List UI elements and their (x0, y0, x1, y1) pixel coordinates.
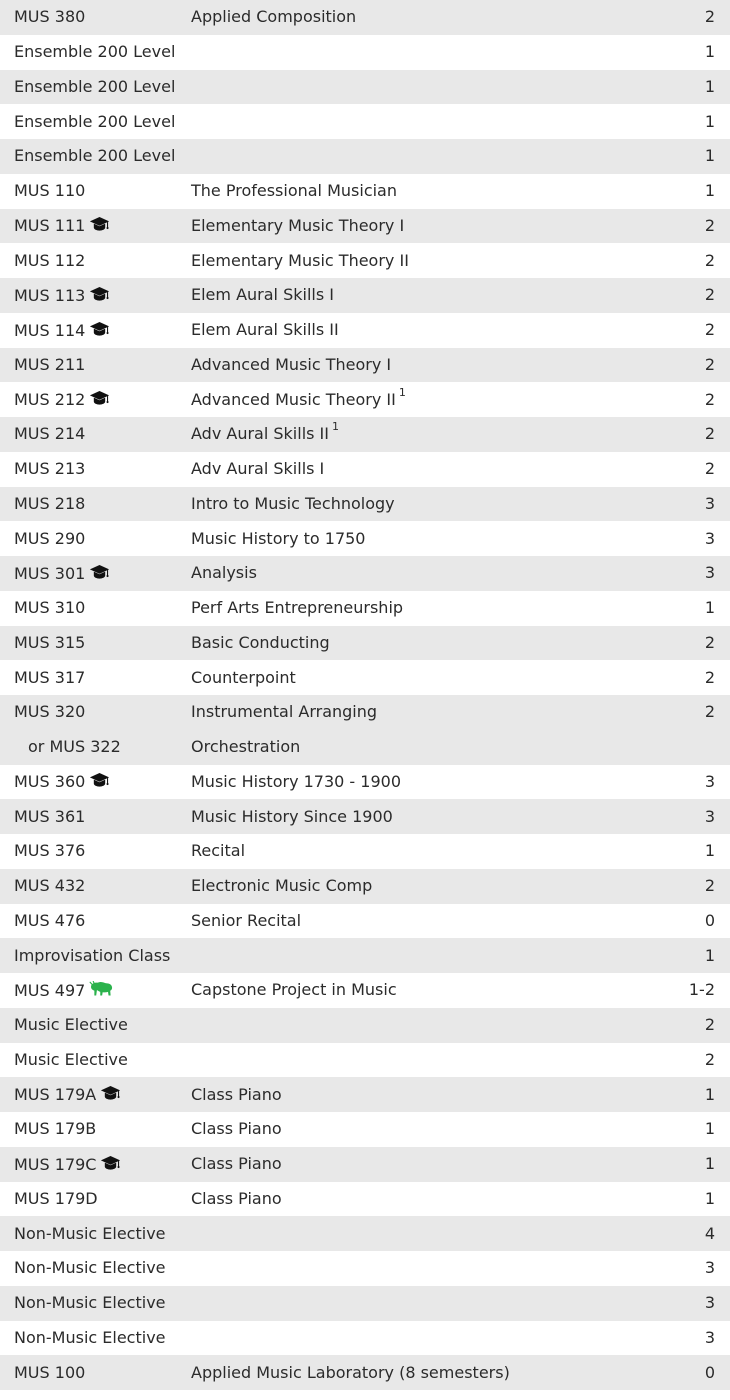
table-row (0, 834, 730, 869)
credit-hours: 2 (620, 417, 730, 452)
course-code: MUS 112 (14, 250, 86, 270)
course-title: Orchestration (191, 737, 301, 757)
graduation-cap-icon (89, 286, 110, 305)
course-code-cell (0, 626, 178, 661)
course-code: MUS 213 (14, 459, 86, 479)
course-code-cell (0, 243, 178, 278)
table-row (0, 104, 730, 139)
course-title: Counterpoint (191, 667, 296, 687)
table-row (0, 1043, 730, 1078)
course-code-cell (0, 834, 178, 869)
course-title-cell (178, 417, 620, 452)
course-code: MUS 211 (14, 354, 86, 374)
table-row (0, 278, 730, 313)
course-code: MUS 432 (14, 876, 86, 896)
graduation-cap-icon (100, 1085, 121, 1104)
course-title: Adv Aural Skills II (191, 424, 329, 444)
course-code-cell (0, 0, 178, 35)
credit-hours: 2 (704, 250, 715, 270)
course-code-cell (0, 973, 178, 1008)
credit-hours: 2 (620, 278, 730, 313)
course-code-cell (0, 799, 178, 834)
credit-hours: 1 (704, 1119, 715, 1139)
course-title: The Professional Musician (191, 181, 397, 201)
course-title: Music History to 1750 (191, 528, 366, 548)
course-title-cell (178, 1077, 620, 1112)
course-title-cell (178, 626, 620, 661)
course-code-cell (0, 695, 178, 730)
graduation-cap-icon (89, 390, 110, 409)
credit-hours: 3 (620, 1286, 730, 1321)
credit-hours: 1 (704, 1188, 715, 1208)
course-title: Instrumental Arranging (191, 702, 378, 722)
table-row (0, 243, 730, 278)
requirement-label: Ensemble 200 Level (0, 139, 620, 174)
credit-hours: 3 (704, 1258, 715, 1278)
credit-hours: 3 (620, 556, 730, 591)
requirement-label: Ensemble 200 Level (14, 42, 176, 62)
course-code-cell (0, 348, 178, 383)
credit-hours: 2 (620, 695, 730, 730)
table-row (0, 417, 730, 452)
table-row (0, 765, 730, 800)
course-title-cell (178, 730, 620, 765)
table-row (0, 1216, 730, 1251)
course-code: MUS 179B (14, 1119, 97, 1139)
course-code-cell (0, 1077, 178, 1112)
table-row (0, 139, 730, 174)
course-title-cell (178, 973, 620, 1008)
credit-hours: 1 (704, 598, 715, 618)
credit-hours: 2 (704, 667, 715, 687)
credit-hours: 0 (704, 910, 715, 930)
course-code-cell (0, 1355, 178, 1390)
course-title-cell (178, 452, 620, 487)
credit-hours (620, 730, 730, 765)
graduation-cap-icon (89, 772, 110, 791)
credit-hours: 2 (704, 320, 715, 340)
course-code: MUS 380 (14, 7, 86, 27)
course-code-cell (0, 1147, 178, 1182)
credit-hours: 2 (620, 1008, 730, 1043)
credit-hours: 2 (620, 626, 730, 661)
course-title-cell (178, 0, 620, 35)
credit-hours: 2 (620, 869, 730, 904)
course-code: or MUS 322 (28, 737, 121, 757)
credit-hours: 3 (704, 1327, 715, 1347)
table-row (0, 1251, 730, 1286)
credit-hours: 1 (704, 42, 715, 62)
credit-hours: 3 (620, 799, 730, 834)
credit-hours: 1 (704, 111, 715, 131)
course-code-cell (0, 1182, 178, 1217)
course-code: MUS 301 (14, 563, 86, 583)
course-code: MUS 113 (14, 285, 86, 305)
course-title: Adv Aural Skills I (191, 459, 325, 479)
footnote-marker[interactable]: 1 (398, 385, 406, 399)
table-row (0, 1077, 730, 1112)
course-title: Elem Aural Skills II (191, 320, 339, 340)
table-row (0, 695, 730, 730)
bison-icon (89, 981, 113, 1000)
credit-hours: 4 (620, 1216, 730, 1251)
course-title-cell (178, 209, 620, 244)
table-row (0, 799, 730, 834)
course-code-cell (0, 209, 178, 244)
table-row (0, 904, 730, 939)
credit-hours: 1 (704, 181, 715, 201)
course-title-cell (178, 1355, 620, 1390)
course-title: Elementary Music Theory II (191, 250, 409, 270)
graduation-cap-icon (89, 564, 110, 583)
course-title-cell (178, 1182, 620, 1217)
course-title-cell (178, 487, 620, 522)
course-code: MUS 376 (14, 841, 86, 861)
course-code: MUS 317 (14, 667, 86, 687)
table-row (0, 1008, 730, 1043)
credit-hours: 1-2 (688, 980, 715, 1000)
requirement-label: Non-Music Elective (14, 1327, 166, 1347)
course-code: MUS 212 (14, 390, 86, 410)
course-code: MUS 179A (14, 1085, 97, 1105)
course-code: MUS 179D (14, 1188, 98, 1208)
course-title: Elem Aural Skills I (191, 285, 334, 305)
course-title-cell (178, 382, 620, 417)
course-title: Basic Conducting (191, 632, 330, 652)
table-row (0, 869, 730, 904)
credit-hours: 2 (620, 209, 730, 244)
credit-hours: 3 (704, 771, 715, 791)
table-row (0, 70, 730, 105)
course-title-cell (178, 278, 620, 313)
course-title: Capstone Project in Music (191, 980, 397, 1000)
credit-hours: 1 (620, 1147, 730, 1182)
requirement-label: Ensemble 200 Level (0, 70, 620, 105)
table-row (0, 35, 730, 70)
credit-hours: 0 (620, 1355, 730, 1390)
course-code-cell (0, 417, 178, 452)
course-code: MUS 100 (14, 1362, 86, 1382)
table-row (0, 626, 730, 661)
course-code: MUS 218 (14, 493, 86, 513)
course-title: Analysis (191, 563, 257, 583)
course-code-cell (0, 313, 178, 348)
requirement-label: Non-Music Elective (0, 1216, 620, 1251)
table-row (0, 348, 730, 383)
requirement-label: Improvisation Class (0, 938, 620, 973)
table-row (0, 1286, 730, 1321)
requirement-label: Non-Music Elective (14, 1258, 166, 1278)
course-title-cell (178, 799, 620, 834)
credit-hours: 3 (704, 528, 715, 548)
graduation-cap-icon (89, 321, 110, 340)
course-title: Applied Music Laboratory (8 semesters) (191, 1362, 510, 1382)
table-row (0, 1112, 730, 1147)
course-code: MUS 111 (14, 216, 86, 236)
course-title-cell (178, 834, 620, 869)
credit-hours: 2 (620, 0, 730, 35)
course-title: Music History 1730 - 1900 (191, 771, 401, 791)
course-code: MUS 315 (14, 632, 86, 652)
course-title-cell (178, 243, 620, 278)
credit-hours: 2 (704, 389, 715, 409)
table-row (0, 452, 730, 487)
course-code: MUS 360 (14, 772, 86, 792)
course-code-cell (0, 869, 178, 904)
table-row (0, 174, 730, 209)
table-row (0, 1147, 730, 1182)
course-code: MUS 476 (14, 910, 86, 930)
table-row (0, 973, 730, 1008)
course-code-cell (0, 452, 178, 487)
course-title: Music History Since 1900 (191, 806, 393, 826)
course-code-cell (0, 487, 178, 522)
course-title-cell (178, 1147, 620, 1182)
requirement-label: Music Elective (0, 1008, 620, 1043)
course-title-cell (178, 869, 620, 904)
course-code-cell (0, 174, 178, 209)
table-row (0, 521, 730, 556)
credit-hours: 2 (704, 1049, 715, 1069)
course-title: Electronic Music Comp (191, 876, 373, 896)
course-title-cell (178, 591, 620, 626)
course-code-cell (0, 278, 178, 313)
course-code: MUS 497 (14, 980, 86, 1000)
course-code-cell (0, 1112, 178, 1147)
table-row (0, 1182, 730, 1217)
credit-hours: 1 (704, 841, 715, 861)
credit-hours: 2 (704, 459, 715, 479)
table-row (0, 730, 730, 765)
course-code-cell (0, 556, 178, 591)
course-code: MUS 290 (14, 528, 86, 548)
table-row (0, 487, 730, 522)
requirement-label: Ensemble 200 Level (14, 111, 176, 131)
graduation-cap-icon (89, 216, 110, 235)
table-row (0, 556, 730, 591)
course-code: MUS 320 (14, 702, 86, 722)
course-code-cell (0, 730, 178, 765)
course-title-cell (178, 313, 620, 348)
table-row (0, 209, 730, 244)
course-title-cell (178, 765, 620, 800)
table-row (0, 382, 730, 417)
course-title-cell (178, 174, 620, 209)
credit-hours: 1 (620, 139, 730, 174)
course-title: Class Piano (191, 1188, 282, 1208)
footnote-marker[interactable]: 1 (332, 420, 339, 434)
course-code-cell (0, 765, 178, 800)
course-title: Elementary Music Theory I (191, 215, 405, 235)
course-code-cell (0, 660, 178, 695)
course-title: Class Piano (191, 1119, 282, 1139)
course-title: Senior Recital (191, 910, 302, 930)
table-row (0, 1321, 730, 1356)
course-title-cell (178, 660, 620, 695)
course-code: MUS 310 (14, 598, 86, 618)
course-title: Recital (191, 841, 246, 861)
table-row (0, 938, 730, 973)
course-title-cell (178, 348, 620, 383)
course-code: MUS 361 (14, 806, 86, 826)
course-title: Class Piano (191, 1154, 282, 1174)
graduation-cap-icon (100, 1155, 121, 1174)
course-title-cell (178, 1112, 620, 1147)
credit-hours: 2 (620, 348, 730, 383)
course-code-cell (0, 521, 178, 556)
requirement-label: Non-Music Elective (0, 1286, 620, 1321)
credit-hours: 1 (620, 1077, 730, 1112)
credit-hours: 1 (620, 70, 730, 105)
credit-hours: 3 (620, 487, 730, 522)
course-title-cell (178, 521, 620, 556)
table-row (0, 1355, 730, 1390)
course-code: MUS 214 (14, 424, 86, 444)
credit-hours: 1 (620, 938, 730, 973)
course-title-cell (178, 556, 620, 591)
table-row (0, 591, 730, 626)
course-title-cell (178, 695, 620, 730)
course-code-cell (0, 591, 178, 626)
course-code: MUS 110 (14, 181, 86, 201)
course-code: MUS 179C (14, 1154, 97, 1174)
course-title: Intro to Music Technology (191, 493, 395, 513)
course-code: MUS 114 (14, 320, 86, 340)
course-code-cell (0, 382, 178, 417)
table-row (0, 313, 730, 348)
course-title: Advanced Music Theory II (191, 389, 396, 409)
course-title: Applied Composition (191, 7, 357, 27)
course-title: Advanced Music Theory I (191, 354, 392, 374)
table-row (0, 0, 730, 35)
course-title-cell (178, 904, 620, 939)
course-title: Class Piano (191, 1084, 282, 1104)
table-row (0, 660, 730, 695)
requirement-label: Music Elective (14, 1049, 128, 1069)
course-code-cell (0, 904, 178, 939)
course-title: Perf Arts Entrepreneurship (191, 598, 404, 618)
